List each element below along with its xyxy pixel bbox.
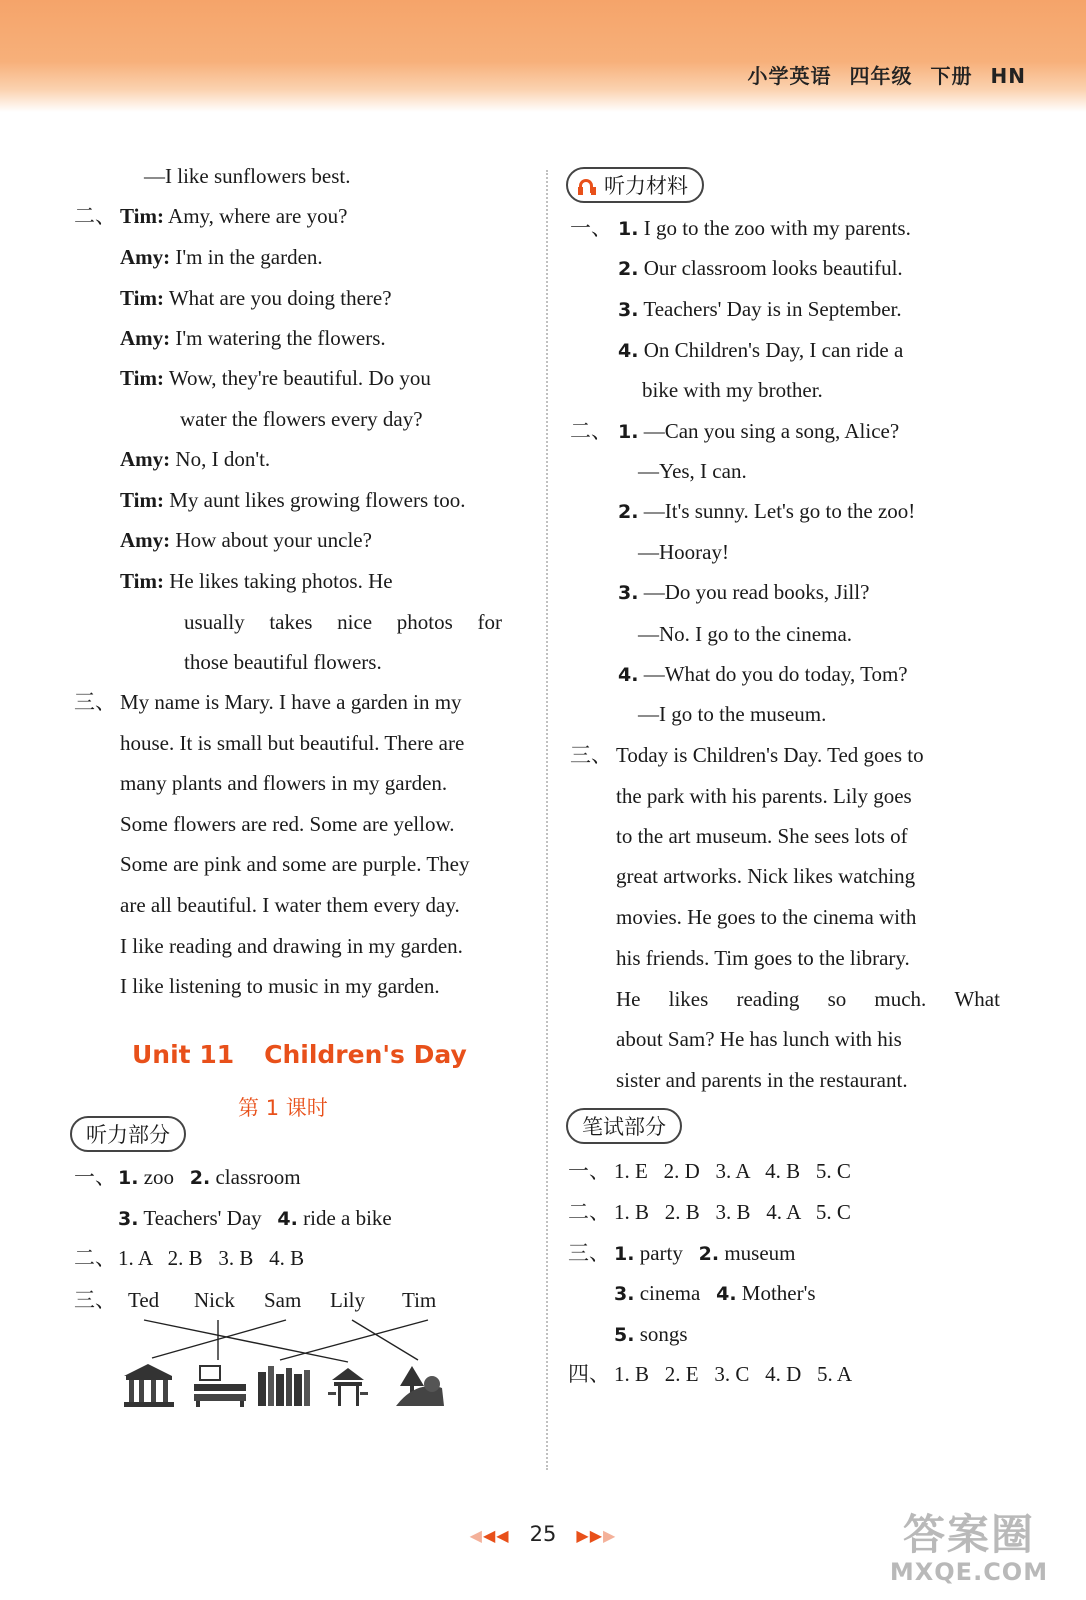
match-name: Ted	[128, 1288, 160, 1312]
restaurant-icon	[328, 1368, 368, 1406]
passage-line: movies. He goes to the cinema with	[616, 905, 917, 929]
passage-line: great artworks. Nick likes watching	[616, 864, 916, 888]
dialogue-line: those beautiful flowers.	[184, 650, 382, 674]
dialogue-line: Tim: What are you doing there?	[120, 286, 392, 310]
match-line	[280, 1320, 428, 1360]
passage-line: My name is Mary. I have a garden in my	[120, 690, 462, 714]
script-line: 3. Teachers' Day is in September.	[618, 297, 902, 321]
passage-line: his friends. Tim goes to the library.	[616, 946, 910, 970]
header-edition: HN	[990, 64, 1026, 88]
library-icon	[258, 1366, 310, 1406]
answer-marker-3: 三、	[74, 1288, 116, 1312]
script-line: 2. Our classroom looks beautiful.	[618, 256, 903, 280]
script-line: bike with my brother.	[642, 378, 823, 402]
answer-marker-3: 三、	[568, 1241, 610, 1265]
passage-line: Some are pink and some are purple. They	[120, 852, 470, 876]
match-line	[144, 1320, 348, 1362]
watermark: 答案圈 MXQE.COM	[889, 1510, 1049, 1586]
passage-line: about Sam? He has lunch with his	[616, 1027, 902, 1051]
prev-arrow-icon: ◀	[469, 1526, 483, 1545]
answer-line: 1. E 2. D 3. A 4. B 5. C	[614, 1159, 851, 1183]
dialogue-line: Tim: He likes taking photos. He	[120, 569, 393, 593]
section-marker-3: 三、	[74, 690, 116, 714]
dialogue-line: usually takes nice photos for	[184, 610, 502, 634]
unit-title: Unit 11 Children's Day	[132, 1040, 467, 1069]
passage-line: I like reading and drawing in my garden.	[120, 934, 463, 958]
match-name: Lily	[330, 1288, 365, 1312]
park-icon	[396, 1366, 444, 1406]
answer-line: 3. cinema 4. Mother's	[614, 1281, 816, 1305]
script-line: 1. —Can you sing a song, Alice?	[618, 419, 900, 443]
prev-dialogue-line: —I like sunflowers best.	[144, 164, 351, 188]
dialogue-line: water the flowers every day?	[180, 407, 423, 431]
column-divider	[546, 170, 548, 1470]
answer-marker-1: 一、	[74, 1165, 116, 1189]
next-arrow-icon: ▶	[603, 1526, 617, 1545]
section-marker-2: 二、	[570, 419, 612, 443]
script-line: 4. On Children's Day, I can ride a	[618, 338, 904, 362]
listening-material-badge: 听力材料	[566, 167, 704, 203]
answer-line: 1. B 2. E 3. C 4. D 5. A	[614, 1362, 853, 1386]
match-name: Tim	[402, 1288, 437, 1312]
answer-marker-2: 二、	[74, 1246, 116, 1270]
museum-icon	[124, 1364, 174, 1407]
passage-line: I like listening to music in my garden.	[120, 974, 440, 998]
passage-line: are all beautiful. I water them every day.	[120, 893, 460, 917]
script-line: 1. I go to the zoo with my parents.	[618, 216, 911, 240]
section-marker-3: 三、	[570, 743, 612, 767]
passage-line: house. It is small but beautiful. There are	[120, 731, 465, 755]
passage-line: the park with his parents. Lily goes	[616, 784, 912, 808]
match-name: Sam	[264, 1288, 302, 1312]
match-name: Nick	[194, 1288, 235, 1312]
answer-line: 5. songs	[614, 1322, 688, 1346]
script-line: —Yes, I can.	[638, 459, 747, 483]
passage-line: Some flowers are red. Some are yellow.	[120, 812, 455, 836]
header-grade: 四年级	[849, 64, 913, 88]
written-section-badge: 笔试部分	[566, 1108, 682, 1144]
script-line: —Hooray!	[638, 540, 729, 564]
headphones-icon	[578, 179, 596, 195]
prev-arrow-icon: ◀◀	[482, 1526, 510, 1545]
answer-marker-2: 二、	[568, 1200, 610, 1224]
cinema-icon	[194, 1366, 246, 1407]
dialogue-line: Amy: No, I don't.	[120, 447, 271, 471]
answer-line: 1. A 2. B 3. B 4. B	[118, 1246, 305, 1270]
header-band	[0, 0, 1086, 112]
passage-line: Today is Children's Day. Ted goes to	[616, 743, 924, 767]
script-line: —No. I go to the cinema.	[638, 622, 853, 646]
passage-line: many plants and flowers in my garden.	[120, 771, 448, 795]
listening-section-badge: 听力部分	[70, 1116, 186, 1152]
answer-line: 1. party 2. museum	[614, 1241, 796, 1265]
script-line: 3. —Do you read books, Jill?	[618, 580, 870, 604]
dialogue-line: Tim: Amy, where are you?	[120, 204, 348, 228]
script-line: 2. —It's sunny. Let's go to the zoo!	[618, 499, 916, 523]
answer-line: 1. B 2. B 3. B 4. A 5. C	[614, 1200, 851, 1224]
answer-line: 3. Teachers' Day 4. ride a bike	[118, 1206, 392, 1230]
script-line: 4. —What do you do today, Tom?	[618, 662, 908, 686]
answer-marker-1: 一、	[568, 1159, 610, 1183]
lesson-title: 第 1 课时	[238, 1096, 328, 1120]
dialogue-line: Tim: Wow, they're beautiful. Do you	[120, 366, 431, 390]
dialogue-line: Amy: I'm in the garden.	[120, 245, 323, 269]
header-volume: 下册	[930, 64, 973, 88]
dialogue-line: Tim: My aunt likes growing flowers too.	[120, 488, 466, 512]
passage-line: sister and parents in the restaurant.	[616, 1068, 908, 1092]
next-arrow-icon: ▶▶	[576, 1526, 603, 1545]
book-header	[730, 60, 1026, 89]
passage-line: to the art museum. She sees lots of	[616, 824, 908, 848]
dialogue-line: Amy: How about your uncle?	[120, 528, 372, 552]
dialogue-line: Amy: I'm watering the flowers.	[120, 326, 386, 350]
script-line: —I go to the museum.	[638, 702, 827, 726]
page-number: ◀◀◀ 25 ▶▶▶	[469, 1522, 617, 1546]
section-marker-1: 一、	[570, 216, 612, 240]
header-subject: 小学英语	[747, 64, 832, 88]
matching-diagram	[120, 1318, 460, 1418]
answer-marker-4: 四、	[568, 1362, 610, 1386]
section-marker-2: 二、	[74, 204, 116, 228]
passage-line: He likes reading so much. What	[616, 987, 1000, 1011]
answer-line: 1. zoo 2. classroom	[118, 1165, 301, 1189]
